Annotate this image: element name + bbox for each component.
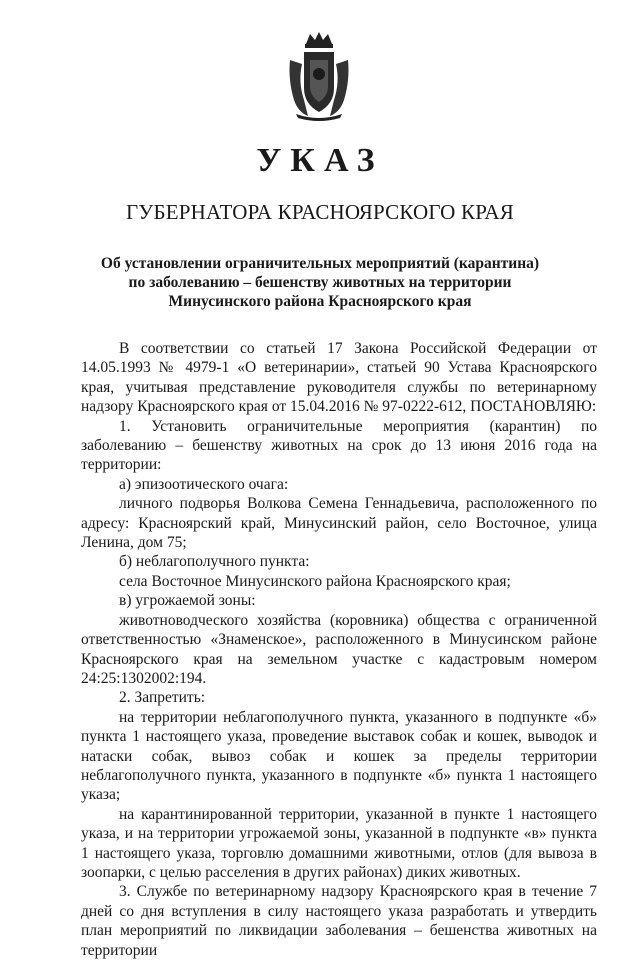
paragraph-item-3: 3. Службе по ветеринарному надзору Красноярского края в течение 7 дней со дня вступления в силу настоящего указа разработать и утвердить план мероприятий по ликвидации заболевания – бешенства животных на территории bbox=[81, 883, 597, 959]
document-title: УКАЗ bbox=[256, 142, 384, 179]
paragraph-text: личного подворья Волкова Семена Геннадьевича, расположенного по адресу: Красноярский край, Минусинский район, село Восточное, улица Ленина, дом 75; bbox=[81, 495, 597, 552]
paragraph-item-2: 2. Запретить: bbox=[119, 689, 206, 707]
paragraph-text: животноводческого хозяйства (коровника) общества с ограниченной ответственностью «Знаменское», расположенного в Минусинском районе Красноярского края на земельном участке с кадастровым номером 24:25:1302002:194. bbox=[81, 611, 597, 687]
paragraph-preamble: В соответствии со статьей 17 Закона Российской Федерации от 14.05.1993 № 4979-1 «О ветеринарии», статьей 90 Устава Красноярского края, учитывая представление руководителя службы по ветеринарному надзору Красноярского края от 15.04.2016 № 97-0222-612, ПОСТАНОВЛЯЮ: bbox=[81, 340, 597, 416]
coat-of-arms-icon bbox=[286, 30, 352, 122]
heading-line: Минусинского района Красноярского края bbox=[168, 293, 472, 310]
heading-line: Об установлении ограничительных мероприятий (карантина) bbox=[100, 255, 540, 272]
paragraph-subitem-a: а) эпизоотического очага: bbox=[119, 475, 289, 493]
paragraph-subitem-b: б) неблагополучного пункта: bbox=[119, 553, 310, 571]
paragraph-subitem-c: в) угрожаемой зоны: bbox=[119, 592, 256, 610]
document-heading bbox=[90, 254, 550, 311]
paragraph-text: на карантинированной территории, указанной в пункте 1 настоящего указа, и на территории угрожаемой зоны, указанной в подпункте «в» пункта 1 настоящего указа, торговлю домашними животными, отлов (для вывоза в зоопарки, с целью расселения в других районах) диких животных. bbox=[81, 805, 597, 881]
paragraph-text: села Восточное Минусинского района Красноярского края; bbox=[119, 572, 511, 590]
heading-line: по заболеванию – бешенству животных на территории bbox=[128, 274, 512, 291]
paragraph-text: на территории неблагополучного пункта, указанного в подпункте «б» пункта 1 настоящего указа, проведение выставок собак и кошек, выводок и натаски собак, вывоз собак и кошек за пределы территории неблагополучного пункта, указанного в подпункте «б» пункта 1 настоящего указа; bbox=[81, 708, 597, 804]
paragraph-item-1: 1. Установить ограничительные мероприятия (карантин) по заболеванию – бешенству животных на срок до 13 июня 2016 года на территории: bbox=[81, 417, 597, 474]
document-issuer: ГУБЕРНАТОРА КРАСНОЯРСКОГО КРАЯ bbox=[126, 200, 514, 224]
document-body bbox=[81, 339, 597, 960]
